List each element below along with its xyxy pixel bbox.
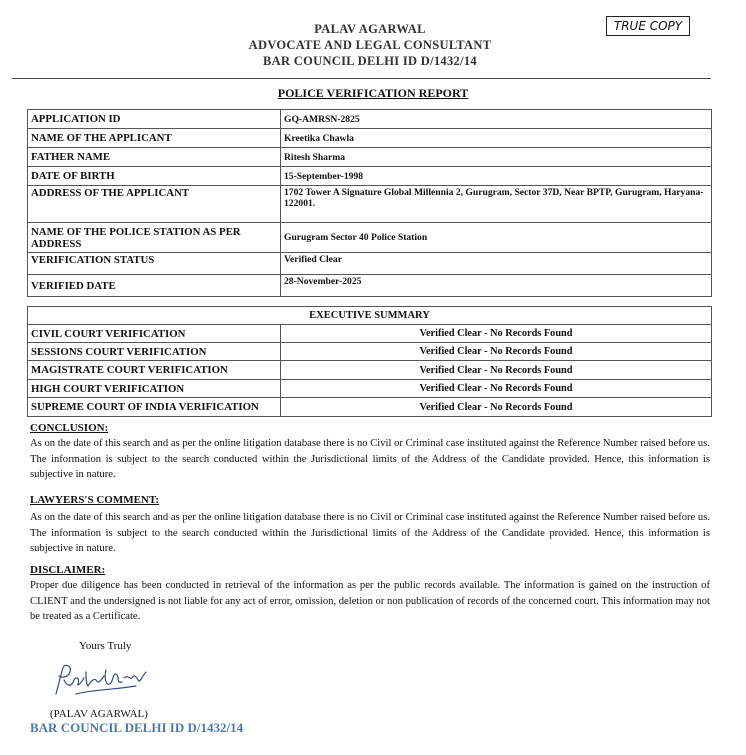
lawyers-comment-text: As on the date of this search and as per the online litigation database there is no Civil or Criminal case instituted against the Reference Number raised before us. The information is subject to the search conducted within the Jurisdictional limits of the Address of the Candidate provided. Hence, this information is subjective in nature.	[30, 512, 710, 554]
detail-value: 15-September-1998	[281, 167, 712, 186]
yours-truly: Yours Truly	[79, 640, 132, 652]
detail-value: 1702 Tower A Signature Global Millennia 2, Gurugram, Sector 37D, Near BPTP, Gurugram, Haryana-122001.	[281, 186, 712, 223]
detail-value: GQ-AMRSN-2825	[281, 110, 712, 129]
conclusion-text: As on the date of this search and as per the online litigation database there is no Civil or Criminal case instituted against the Reference Number raised before us. The information is subject to the search conducted within the Jurisdictional limits of the Address of the Candidate provided. Hence, this information is subjective in nature.	[30, 438, 710, 480]
detail-value: Verified Clear	[281, 253, 712, 275]
detail-label: VERIFICATION STATUS	[28, 253, 281, 275]
signatory-name: (PALAV AGARWAL)	[50, 708, 148, 720]
detail-value: Kreetika Chawla	[281, 129, 712, 148]
summary-row	[28, 343, 712, 361]
summary-label: CIVIL COURT VERIFICATION	[28, 325, 281, 343]
detail-row	[28, 186, 712, 223]
summary-row	[28, 361, 712, 380]
detail-value: Gurugram Sector 40 Police Station	[281, 223, 712, 253]
details-table	[27, 109, 712, 297]
detail-label: NAME OF THE APPLICANT	[28, 129, 281, 148]
lawyers-comment-title: LAWYERS'S COMMENT:	[30, 494, 160, 506]
detail-row	[28, 110, 712, 129]
executive-summary-table	[27, 306, 712, 417]
summary-value: Verified Clear - No Records Found	[281, 361, 712, 380]
true-copy-stamp: TRUE COPY	[606, 16, 690, 36]
disclaimer-text: Proper due diligence has been conducted in retrieval of the information as per the public records available. The information is gained on the instruction of CLIENT and the undersigned is not liable for any act of error, omission, deletion or non publication of records of the concerned court. This information may not be treated as a Certificate.	[30, 580, 710, 622]
detail-row	[28, 148, 712, 167]
signature-icon	[50, 660, 160, 702]
summary-label: SUPREME COURT OF INDIA VERIFICATION	[28, 398, 281, 417]
summary-row	[28, 325, 712, 343]
detail-row	[28, 223, 712, 253]
summary-row	[28, 398, 712, 417]
signatory-bar-id: BAR COUNCIL DELHI ID D/1432/14	[30, 720, 244, 735]
advocate-bar-id: BAR COUNCIL DELHI ID D/1432/14	[263, 54, 477, 68]
detail-row	[28, 167, 712, 186]
detail-label: APPLICATION ID	[28, 110, 281, 129]
header-divider	[12, 78, 711, 79]
detail-label: ADDRESS OF THE APPLICANT	[28, 186, 281, 223]
detail-value: Ritesh Sharma	[281, 148, 712, 167]
signature-image	[50, 660, 160, 702]
advocate-designation: ADVOCATE AND LEGAL CONSULTANT	[248, 38, 492, 52]
summary-label: HIGH COURT VERIFICATION	[28, 380, 281, 398]
executive-summary-title: EXECUTIVE SUMMARY	[28, 307, 712, 325]
detail-label: NAME OF THE POLICE STATION AS PER ADDRESS	[28, 223, 281, 253]
conclusion-title: CONCLUSION:	[30, 422, 109, 434]
detail-value: 28-November-2025	[281, 275, 712, 297]
detail-row	[28, 129, 712, 148]
summary-row	[28, 380, 712, 398]
detail-row	[28, 275, 712, 297]
advocate-name: PALAV AGARWAL	[314, 22, 426, 36]
summary-value: Verified Clear - No Records Found	[281, 398, 712, 417]
report-title: POLICE VERIFICATION REPORT	[277, 86, 469, 100]
disclaimer-title: DISCLAIMER:	[30, 564, 106, 576]
detail-label: VERIFIED DATE	[28, 275, 281, 297]
summary-value: Verified Clear - No Records Found	[281, 380, 712, 398]
detail-label: FATHER NAME	[28, 148, 281, 167]
summary-value: Verified Clear - No Records Found	[281, 325, 712, 343]
summary-value: Verified Clear - No Records Found	[281, 343, 712, 361]
summary-label: MAGISTRATE COURT VERIFICATION	[28, 361, 281, 380]
detail-row	[28, 253, 712, 275]
detail-label: DATE OF BIRTH	[28, 167, 281, 186]
summary-label: SESSIONS COURT VERIFICATION	[28, 343, 281, 361]
